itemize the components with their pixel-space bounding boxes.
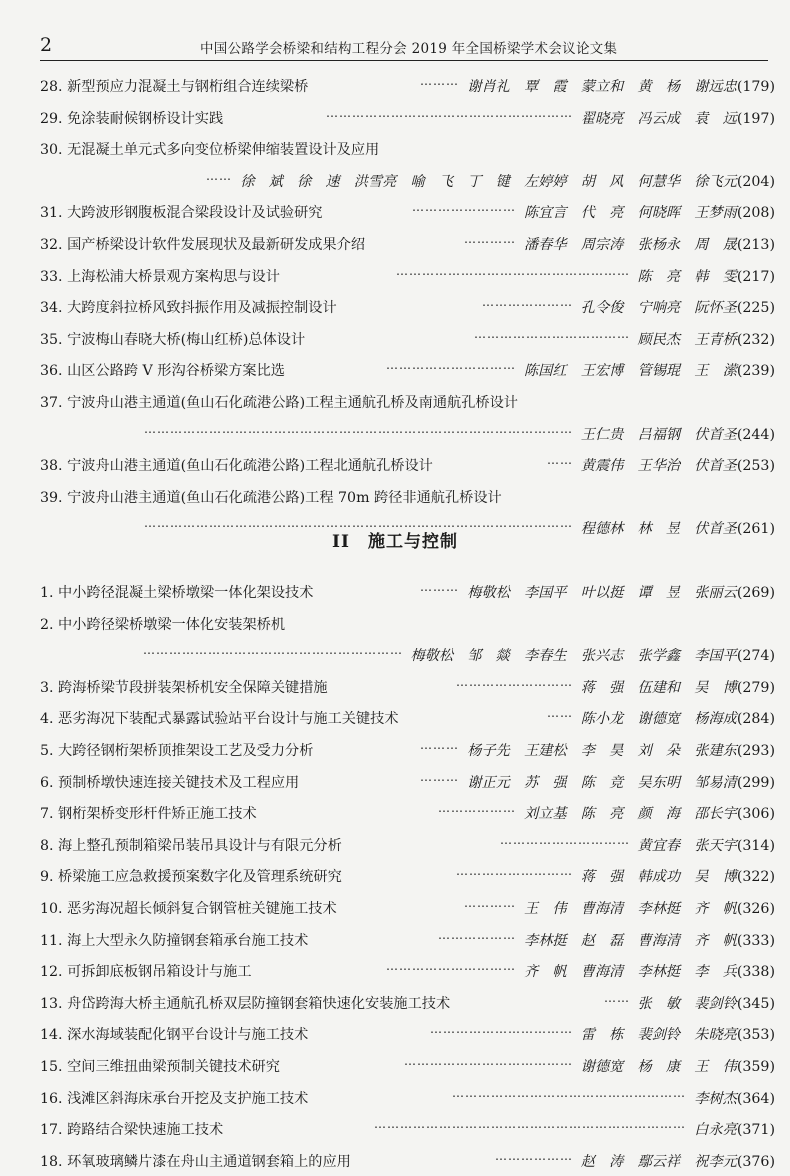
entry-authors (411, 645, 775, 665)
page-header (40, 34, 770, 56)
author-names: 陈 亮 韩 雯 (637, 268, 737, 285)
toc-entry[interactable] (40, 323, 775, 355)
entry-title: 10. 恶劣海况超长倾斜复合钢管桩关键施工技术 (40, 900, 337, 917)
author-names: 梅敬松 邹 燚 李春生 张兴志 张学鑫 李国平 (410, 648, 737, 665)
author-names: 徐 斌 徐 速 洪雪亮 喻 飞 丁 键 左婷婷 胡 风 何慧华 徐飞元 (240, 173, 737, 190)
page-ref: (232) (736, 331, 775, 348)
leader-dots: ………… (464, 895, 516, 910)
toc-entry[interactable] (40, 102, 775, 134)
page-ref: (208) (736, 205, 775, 222)
toc-entry[interactable] (40, 860, 775, 892)
author-names: 赵 涛 鄢云祥 祝李元 (580, 1153, 737, 1170)
author-names: 杨子先 王建松 李 昊 刘 朵 张建东 (467, 742, 737, 759)
page-ref: (253) (736, 458, 775, 475)
page-ref: (269) (736, 585, 775, 601)
page-ref: (345) (736, 995, 775, 1012)
section-heading (0, 527, 790, 552)
page-ref: (359) (736, 1058, 775, 1075)
toc-entry[interactable] (40, 829, 775, 861)
header-rule (40, 60, 768, 61)
toc-entry[interactable] (40, 133, 775, 165)
entry-title: 12. 可拆卸底板钢吊箱设计与施工 (40, 964, 252, 981)
entry-title: 32. 国产桥梁设计软件发展现状及最新研发成果介绍 (40, 236, 366, 253)
toc-entry[interactable] (40, 354, 775, 386)
toc-entry[interactable] (40, 165, 775, 197)
entry-title: 31. 大跨波形钢腹板混合梁段设计及试验研究 (40, 205, 323, 222)
leader-dots: ……………… (495, 1148, 573, 1163)
toc-entry[interactable] (40, 418, 775, 450)
toc-entry[interactable] (40, 449, 775, 481)
entry-title: 33. 上海松浦大桥景观方案构思与设计 (40, 268, 280, 285)
leader-dots: ………………………………………………… (326, 105, 573, 120)
author-names: 黄宜春 张天宇 (637, 837, 737, 854)
leader-dots: …………………… (412, 200, 516, 215)
entry-title: 30. 无混凝土单元式多向变位桥梁伸缩装置设计及应用 (40, 142, 380, 159)
leader-dots: ……………………… (456, 864, 573, 879)
section-title: 施工与控制 (367, 532, 458, 552)
leader-dots: ……………… (438, 801, 516, 816)
toc-entry[interactable] (40, 987, 775, 1019)
entry-authors (581, 424, 775, 444)
toc-entry[interactable] (40, 608, 775, 640)
author-names: 王 伟 曹海清 李林挺 齐 帆 (524, 900, 737, 917)
author-names: 陈小龙 谢德宽 杨海成 (580, 711, 737, 728)
entry-title: 37. 宁波舟山港主通道(鱼山石化疏港公路)工程主通航孔桥及南通航孔桥设计 (40, 394, 518, 411)
toc-entry[interactable] (40, 1050, 775, 1082)
author-names: 刘立基 陈 亮 颜 海 邵长宇 (524, 806, 737, 823)
entry-title: 16. 浅滩区斜海床承台开挖及支护施工技术 (40, 1090, 309, 1107)
author-names: 顾民杰 王青桥 (637, 331, 737, 348)
toc-entry[interactable] (40, 702, 775, 734)
author-names: 孔令俊 宁响亮 阮怀圣 (580, 300, 737, 317)
entry-title: 13. 舟岱跨海大桥主通航孔桥双层防撞钢套箱快速化安装施工技术 (40, 995, 451, 1012)
author-names: 陈宜言 代 亮 何晓晖 王梦雨 (524, 205, 737, 222)
toc-entry[interactable] (40, 766, 775, 798)
toc-entry[interactable] (40, 797, 775, 829)
toc-entry[interactable] (40, 1145, 775, 1176)
author-names: 张 敏 裴剑铃 (637, 995, 737, 1012)
leader-dots: ……………………………… (474, 326, 630, 341)
entry-authors (694, 1119, 775, 1139)
toc-entry[interactable] (40, 228, 775, 260)
running-title: 中国公路学会桥梁和结构工程分会 2019 年全国桥梁学术会议论文集 (200, 41, 618, 57)
leader-dots: ……………………………………………………………………………………… (144, 516, 573, 531)
entry-authors (467, 76, 775, 96)
page-ref: (284) (736, 711, 775, 728)
page-ref: (179) (736, 79, 775, 95)
toc-entry[interactable] (40, 291, 775, 323)
toc-entry[interactable] (40, 1018, 775, 1050)
entry-authors (581, 1151, 775, 1171)
entry-authors (524, 360, 775, 380)
entry-authors (581, 1024, 775, 1044)
toc-entry[interactable] (40, 924, 775, 956)
author-names: 谢德宽 杨 康 王 伟 (580, 1058, 737, 1075)
author-names: 王仁贵 吕福钢 伏首圣 (580, 426, 737, 443)
page-ref: (376) (736, 1153, 775, 1170)
toc-part1 (40, 70, 775, 544)
author-names: 齐 帆 曹海清 李林挺 李 兵 (524, 964, 737, 981)
entry-authors (638, 993, 775, 1013)
leader-dots: ………………………… (386, 358, 516, 373)
page-ref: (204) (736, 173, 775, 190)
author-names: 梅敬松 李国平 叶以挺 谭 昱 张丽云 (467, 585, 737, 601)
leader-dots: …… (206, 168, 232, 183)
leader-dots: …… (547, 453, 573, 468)
entry-authors (581, 708, 775, 728)
entry-title: 35. 宁波梅山春晓大桥(梅山红桥)总体设计 (40, 331, 306, 348)
author-names: 李林挺 赵 磊 曹海清 齐 帆 (524, 932, 737, 949)
page-ref: (364) (736, 1090, 775, 1107)
entry-title: 7. 钢桁架桥变形杆件矫正施工技术 (40, 806, 257, 823)
page-ref: (371) (736, 1122, 775, 1139)
entry-authors (581, 677, 775, 697)
entry-authors (581, 455, 775, 475)
page-ref: (333) (736, 932, 775, 949)
page-ref: (306) (736, 806, 775, 823)
author-names: 蒋 强 伍建和 吴 博 (580, 679, 737, 696)
entry-authors (581, 1056, 775, 1076)
entry-title: 29. 免涂装耐候钢桥设计实践 (40, 110, 224, 127)
author-names: 白永亮 (694, 1122, 737, 1139)
entry-authors (524, 961, 775, 981)
toc-entry[interactable] (40, 892, 775, 924)
toc-entry[interactable] (40, 639, 775, 671)
leader-dots: ……………………………………………… (452, 1085, 686, 1100)
leader-dots: ………………………… (386, 959, 516, 974)
toc-entry[interactable] (40, 1113, 775, 1145)
author-names: 蒋 强 韩成功 吴 博 (580, 869, 737, 886)
leader-dots: …… (604, 990, 630, 1005)
page-ref: (299) (736, 774, 775, 791)
toc-entry[interactable] (40, 1082, 775, 1114)
entry-title: 11. 海上大型永久防撞钢套箱承台施工技术 (40, 932, 309, 949)
author-names: 翟晓亮 冯云成 袁 远 (580, 110, 737, 127)
leader-dots: ……………………… (456, 674, 573, 689)
author-names: 程德林 林 昱 伏首圣 (580, 521, 737, 538)
leader-dots: …………………………… (430, 1022, 573, 1037)
leader-dots: ……… (420, 74, 459, 88)
author-names: 潘春华 周宗涛 张杨永 周 晟 (524, 236, 737, 253)
toc-entry[interactable] (40, 734, 775, 766)
leader-dots: ……… (420, 737, 459, 752)
toc-entry[interactable] (40, 70, 775, 102)
entry-title: 34. 大跨度斜拉桥风致抖振作用及减振控制设计 (40, 300, 337, 317)
toc-entry[interactable] (40, 481, 775, 513)
toc-entry[interactable] (40, 671, 775, 703)
entry-title: 18. 环氧玻璃鳞片漆在舟山主通道钢套箱上的应用 (40, 1153, 351, 1170)
entry-title: 6. 预制桥墩快速连接关键技术及工程应用 (40, 774, 300, 791)
page-ref: (293) (736, 742, 775, 759)
page-ref: (322) (736, 869, 775, 886)
leader-dots: …………………………………………………… (143, 643, 403, 658)
entry-title: 15. 空间三维扭曲梁预制关键技术研究 (40, 1058, 280, 1075)
author-names: 谢肖礼 覃 霞 蒙立和 黄 杨 谢远忠 (467, 79, 737, 95)
toc-entry[interactable] (40, 196, 775, 228)
entry-authors (638, 266, 775, 286)
author-names: 李树杰 (694, 1090, 737, 1107)
entry-authors (240, 171, 775, 191)
page-ref: (217) (736, 268, 775, 285)
entry-authors (524, 234, 775, 254)
entry-authors (638, 835, 775, 855)
author-names: 谢正元 苏 强 陈 竞 吴东明 邹易清 (467, 774, 737, 791)
leader-dots: ………………………………… (404, 1053, 573, 1068)
entry-title: 5. 大跨径钢桁架桥顶推架设工艺及受力分析 (40, 742, 314, 759)
entry-title: 3. 跨海桥梁节段拼装架桥机安全保障关键措施 (40, 679, 328, 696)
page-ref: (338) (736, 964, 775, 981)
entry-authors (694, 1088, 775, 1108)
entry-title: 14. 深水海域装配化钢平台设计与施工技术 (40, 1027, 309, 1044)
leader-dots: ……… (420, 769, 459, 784)
leader-dots: ……… (420, 580, 459, 594)
author-names: 黄震伟 王华治 伏首圣 (580, 458, 737, 475)
entry-authors (524, 898, 775, 918)
leader-dots: ………………… (482, 295, 573, 310)
toc-entry[interactable] (40, 260, 775, 292)
section-numeral: II (332, 532, 350, 552)
entry-authors (524, 930, 775, 950)
page-ref: (197) (736, 110, 775, 127)
toc-entry[interactable] (40, 955, 775, 987)
entry-title: 4. 恶劣海况下装配式暴露试验站平台设计与施工关键技术 (40, 711, 399, 728)
leader-dots: ………………………… (500, 832, 630, 847)
entry-authors (467, 772, 775, 792)
entry-title: 8. 海上整孔预制箱梁吊装吊具设计与有限元分析 (40, 837, 342, 854)
entry-authors (467, 740, 775, 760)
page-ref: (261) (736, 521, 775, 538)
entry-title: 39. 宁波舟山港主通道(鱼山石化疏港公路)工程 70m 跨径非通航孔桥设计 (40, 489, 502, 506)
entry-title: 36. 山区公路跨 V 形沟谷桥梁方案比选 (40, 363, 285, 380)
toc-entry[interactable] (40, 386, 775, 418)
entry-title: 1. 中小跨径混凝土梁桥墩梁一体化架设技术 (40, 585, 314, 601)
page-ref: (353) (736, 1027, 775, 1044)
leader-dots: ………… (464, 231, 516, 246)
leader-dots: …… (547, 706, 573, 721)
entry-title: 2. 中小跨径梁桥墩梁一体化安装架桥机 (40, 616, 286, 633)
page-ref: (279) (736, 679, 775, 696)
page-ref: (239) (736, 363, 775, 380)
leader-dots: ……………………………………………………………………………………… (144, 421, 573, 436)
page-ref: (274) (736, 648, 775, 665)
page-ref: (225) (736, 300, 775, 317)
page-ref: (326) (736, 900, 775, 917)
entry-title: 9. 桥梁施工应急救援预案数字化及管理系统研究 (40, 869, 342, 886)
leader-dots: ……………………………………………………………… (374, 1117, 686, 1132)
page-ref: (244) (736, 426, 775, 443)
author-names: 雷 栋 裴剑铃 朱晓亮 (580, 1027, 737, 1044)
entry-authors (581, 297, 775, 317)
entry-title: 38. 宁波舟山港主通道(鱼山石化疏港公路)工程北通航孔桥设计 (40, 458, 433, 475)
leader-dots: ……………………………………………… (396, 263, 630, 278)
entry-authors (467, 582, 775, 602)
author-names: 陈国红 王宏博 管锡琨 王 潆 (524, 363, 737, 380)
toc-entry[interactable] (40, 576, 775, 608)
entry-title: 28. 新型预应力混凝土与钢桁组合连续梁桥 (40, 79, 309, 95)
entry-authors (638, 329, 775, 349)
page-number: 2 (40, 34, 53, 56)
entry-title: 17. 跨路结合梁快速施工技术 (40, 1122, 224, 1139)
entry-authors (581, 108, 775, 128)
page-ref: (213) (736, 236, 775, 253)
entry-authors (524, 803, 775, 823)
toc-part2 (40, 576, 775, 1176)
leader-dots: ……………… (438, 927, 516, 942)
entry-authors (524, 202, 775, 222)
page-ref: (314) (736, 837, 775, 854)
entry-authors (581, 866, 775, 886)
